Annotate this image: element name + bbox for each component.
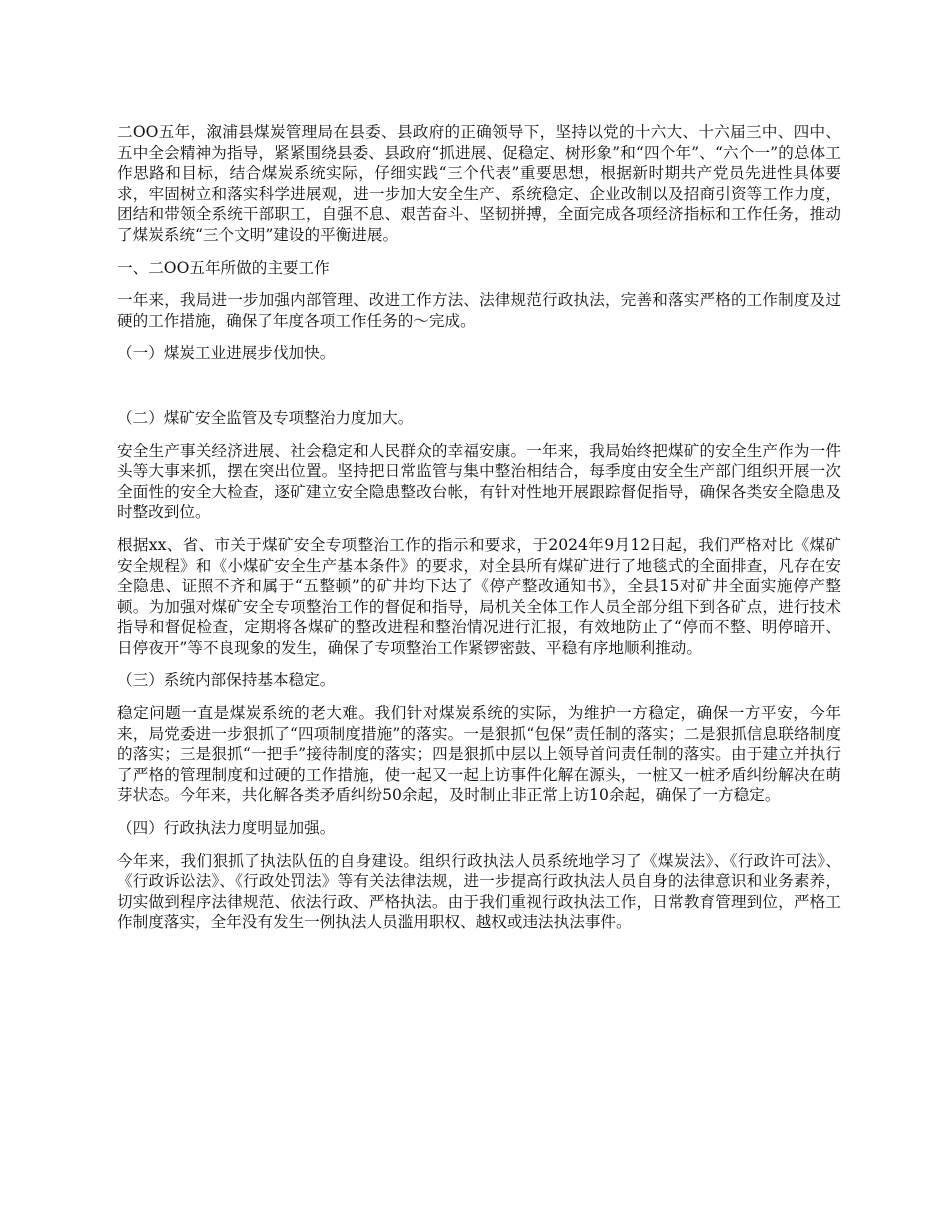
safety-paragraph-1: 安全生产事关经济进展、社会稳定和人民群众的幸福安康。一年来，我局始终把煤矿的安全生产作为一件头等大事来抓，摆在突出位置。坚持把日常监管与集中整治相结合，每季度由安全生产部门组织开展一次全面性的安全大检查，逐矿建立安全隐患整改台帐，有针对性地开展跟踪督促指导，确保各类安全隐患及时整改到位。	[117, 441, 841, 522]
safety-paragraph-2: 根据xx、省、市关于煤矿安全专项整治工作的指示和要求，于2024年9月12日起，我们严格对比《煤矿安全规程》和《小煤矿安全生产基本条件》的要求，对全县所有煤矿进行了地毯式的全面排查，凡存在安全隐患、证照不齐和属于“五整顿”的矿井均下达了《停产整改通知书》，全县15对矿井全面实施停产整顿。为加强对煤矿安全专项整治工作的督促和指导，局机关全体工作人员全部分组下到各矿点，进行技术指导和督促检查，定期将各煤矿的整改进程和整治情况进行汇报，有效地防止了“停而不整、明停暗开、日停夜开”等不良现象的发生，确保了专项整治工作紧锣密鼓、平稳有序地顺利推动。	[117, 535, 841, 657]
intro-paragraph: 二OO五年，溆浦县煤炭管理局在县委、县政府的正确领导下，坚持以党的十六大、十六届三中、四中、五中全会精神为指导，紧紧围绕县委、县政府“抓进展、促稳定、树形象”和“四个年”、“六个一”的总体工作思路和目标，结合煤炭系统实际，仔细实践“三个代表”重要思想，根据新时期共产党员先进性具体要求，牢固树立和落实科学进展观，进一步加大安全生产、系统稳定、企业改制以及招商引资等工作力度，团结和带领全系统干部职工，自强不息、艰苦奋斗、坚韧拼搏，全面完成各项经济指标和工作任务，推动了煤炭系统“三个文明”建设的平衡进展。	[117, 123, 841, 244]
subheading-law-enforcement: （四）行政执法力度明显加强。	[117, 819, 336, 838]
enforcement-paragraph: 今年来，我们狠抓了执法队伍的自身建设。组织行政执法人员系统地学习了《煤炭法》、《行政许可法》、《行政诉讼法》、《行政处罚法》等有关法律法规，进一步提高行政执法人员自身的法律意识和业务素养，切实做到程序法律规范、依法行政、严格执法。由于我们重视行政执法工作，日常教育管理到位，严格工作制度落实，全年没有发生一例执法人员滥用职权、越权或违法执法事件。	[117, 851, 841, 932]
overview-paragraph: 一年来，我局进一步加强内部管理、改进工作方法、法律规范行政执法，完善和落实严格的工作制度及过硬的工作措施，确保了年度各项工作任务的～完成。	[117, 291, 841, 330]
subheading-safety-supervision: （二）煤矿安全监管及专项整治力度加大。	[117, 408, 414, 427]
subheading-internal-stability: （三）系统内部保持基本稳定。	[117, 671, 336, 690]
section-heading-main-work: 一、二OO五年所做的主要工作	[117, 258, 330, 277]
document-body	[117, 122, 841, 945]
subheading-coal-industry: （一）煤炭工业进展步伐加快。	[117, 344, 336, 363]
stability-paragraph: 稳定问题一直是煤炭系统的老大难。我们针对煤炭系统的实际，为维护一方稳定，确保一方平安，今年来，局党委进一步狠抓了“四项制度措施”的落实。一是狠抓“包保”责任制的落实；二是狠抓信息联络制度的落实；三是狠抓“一把手”接待制度的落实；四是狠抓中层以上领导首问责任制的落实。由于建立并执行了严格的管理制度和过硬的工作措施，使一起又一起上访事件化解在源头，一桩又一桩矛盾纠纷解决在萌芽状态。今年来，共化解各类矛盾纠纷50余起，及时制止非正常上访10余起，确保了一方稳定。	[117, 704, 841, 805]
